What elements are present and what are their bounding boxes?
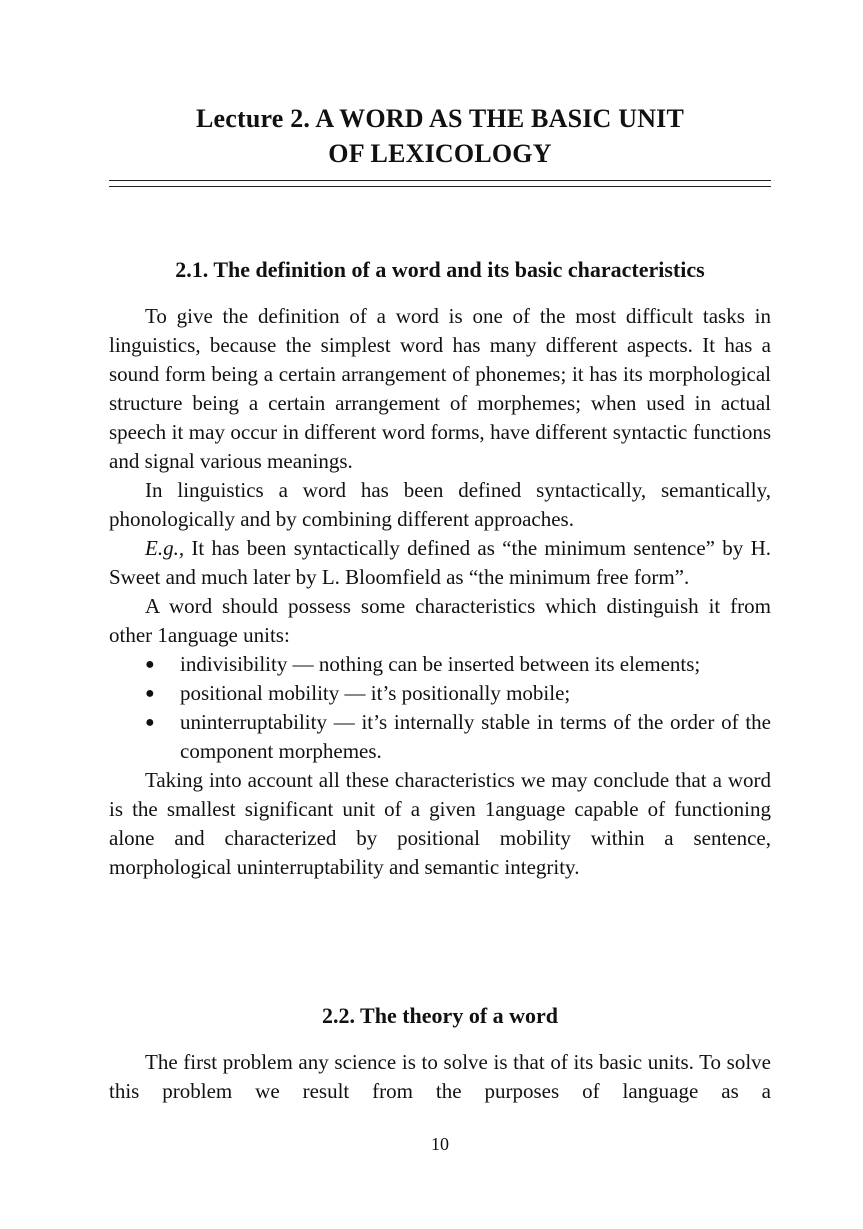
bullet-icon: ● (145, 714, 155, 731)
list-item (109, 679, 771, 708)
list-item-text: uninterruptability — it’s internally stable in terms of the order of the component morphemes. (180, 710, 771, 763)
paragraph: In linguistics a word has been defined syntactically, semantically, phonologically and by combining different approaches. (109, 478, 771, 531)
characteristics-list (109, 650, 771, 766)
list-item (109, 650, 771, 679)
paragraph-example (109, 534, 771, 592)
list-item-text: positional mobility — it’s positionally mobile; (180, 681, 571, 705)
page-number: 10 (431, 1134, 449, 1154)
title-rule-bottom (109, 186, 771, 187)
lecture-title-line-1: Lecture 2. A WORD AS THE BASIC UNIT (195, 104, 685, 133)
bullet-icon: ● (145, 685, 155, 702)
paragraph: Taking into account all these characteristics we may conclude that a word is the smallest significant unit of a given 1anguage capable of functioning alone and characterized by positional mobility within a sentence, morphological uninterruptability and semantic integrity. (109, 768, 771, 879)
lecture-title (109, 101, 771, 171)
list-item (109, 708, 771, 766)
section-2-2-body (109, 1048, 771, 1106)
section-2-1-body (109, 302, 771, 882)
section-heading-2-1: 2.1. The definition of a word and its basic characteristics (175, 257, 705, 282)
bullet-icon: ● (145, 656, 155, 673)
paragraph: A word should possess some characteristics which distinguish it from other 1anguage units: (109, 594, 771, 647)
paragraph: To give the definition of a word is one of the most difficult tasks in linguistics, because the simplest word has many different aspects. It has a sound form being a certain arrangement of phonemes; it has its morphological structure being a certain arrangement of morphemes; when used in actual speech it may occur in different word forms, have different syntactic functions and signal various meanings. (109, 304, 771, 473)
section-heading-2-2: 2.2. The theory of a word (321, 1003, 559, 1028)
lecture-title-line-2: OF LEXICOLOGY (328, 139, 552, 168)
example-text: It has been syntactically defined as “the minimum sentence” by H. Sweet and much later by L. Bloomfield as “the minimum free form”. (109, 536, 771, 589)
title-rule-top (109, 180, 771, 181)
example-marker: E.g., (145, 536, 185, 560)
paragraph: The first problem any science is to solve is that of its basic units. To solve this problem we result from the purposes of language as a (109, 1050, 771, 1103)
list-item-text: indivisibility — nothing can be inserted between its elements; (180, 652, 701, 676)
